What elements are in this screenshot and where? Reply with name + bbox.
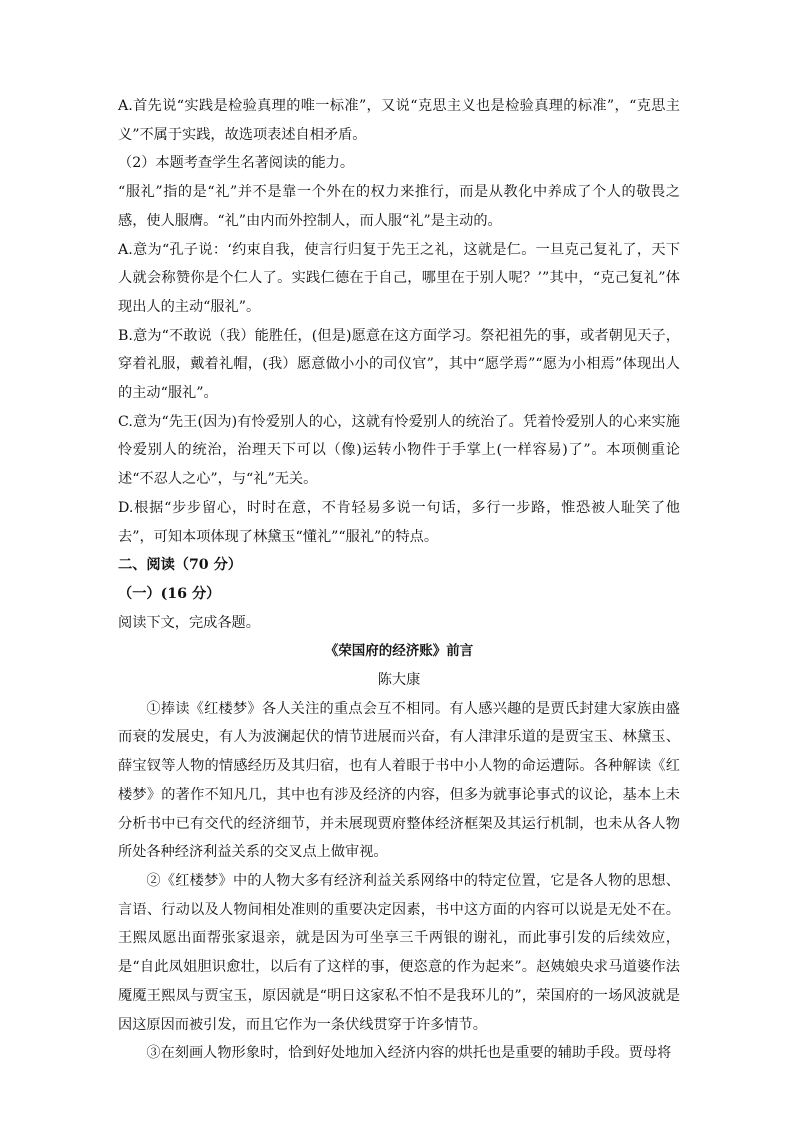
option-d: D.根据“步步留心，时时在意，不肯轻易多说一句话，多行一步路，惟恐被人耻笑了他去”，可知本项体现了林黛玉“懂礼”“服礼”的特点。 xyxy=(118,499,680,545)
option-b: B.意为“不敢说（我）能胜任，(但是)愿意在这方面学习。祭祀祖先的事，或者朝见天子，穿着礼服，戴着礼帽，(我）愿意做小小的司仪官”，其中“愿学焉”“愿为小相焉”体现出人的主动“服礼”。 xyxy=(118,327,680,402)
article-author: 陈大康 xyxy=(377,672,421,689)
article-title: 《荣国府的经济账》前言 xyxy=(324,643,474,660)
option-c: C.意为“先王(因为)有怜爱别人的心，这就有怜爱别人的统治了。凭着怜爱别人的心来实施怜爱别人的统治，治理天下可以（像)运转小物件于手掌上(一样容易)了”。本项侧重论述“不忍人之心”，与“礼”无关。 xyxy=(118,413,680,488)
subsection-1-heading: （一）(16 分） xyxy=(118,585,221,602)
instruction: 阅读下文，完成各题。 xyxy=(118,614,260,631)
article-paragraph-1: ①捧读《红楼梦》各人关注的重点会互不相同。有人感兴趣的是贾氏封建大家族由盛而衰的发展史，有人为波澜起伏的情节进展而兴奋，有人津津乐道的是贾宝玉、林黛玉、薛宝钗等人物的情感经历及其归宿，也有人着眼于书中小人物的命运遭际。各种解读《红楼梦》的著作不知凡几，其中也有涉及经济的内容，但多为就事论事式的议论，基本上未分析书中已有交代的经济细节，并未展现贾府整体经济框架及其运行机制，也未从各人物所处各种经济利益关系的交叉点上做审视。 xyxy=(118,700,680,861)
section-2-heading: 二、阅读（70 分） xyxy=(118,557,242,574)
answer-a-paragraph: A.首先说“实践是检验真理的唯一标准”，又说“克思主义也是检验真理的标准”，“克思主义”不属于实践，故选项表述自相矛盾。 xyxy=(118,98,680,143)
fuli-definition: “服礼”指的是“礼”并不是靠一个外在的权力来推行，而是从教化中养成了个人的敬畏之感，使人服膺。“礼”由内而外控制人，而人服“礼”是主动的。 xyxy=(118,184,680,229)
option-a: A.意为“孔子说：‘约束自我，使言行归复于先王之礼，这就是仁。一旦克己复礼了，天下人就会称赞你是个仁人了。实践仁德在于自己，哪里在于别人呢？’”其中，“克己复礼”体现出人的主动“服礼”。 xyxy=(118,241,680,315)
document-page xyxy=(118,92,680,1068)
question-2-heading: （2）本题考查学生名著阅读的能力。 xyxy=(118,155,355,172)
article-paragraph-3: ③在刻画人物形象时，恰到好处地加入经济内容的烘托也是重要的辅助手段。贾母将 xyxy=(146,1045,672,1062)
article-paragraph-2: ②《红楼梦》中的人物大多有经济利益关系网络中的特定位置，它是各人物的思想、言语、行动以及人物间相处准则的重要决定因素，书中这方面的内容可以说是无处不在。王熙凤愿出面帮张家退亲，就是因为可坐享三千两银的谢礼，而此事引发的后续效应，是“自此凤姐胆识愈壮，以后有了这样的事，便恣意的作为起来”。赵姨娘央求马道婆作法魇魇王熙凤与贾宝玉，原因就是“明日这家私不怕不是我环儿的”，荣国府的一场风波就是因这原因而被引发，而且它作为一条伏线贯穿于许多情节。 xyxy=(118,872,680,1033)
